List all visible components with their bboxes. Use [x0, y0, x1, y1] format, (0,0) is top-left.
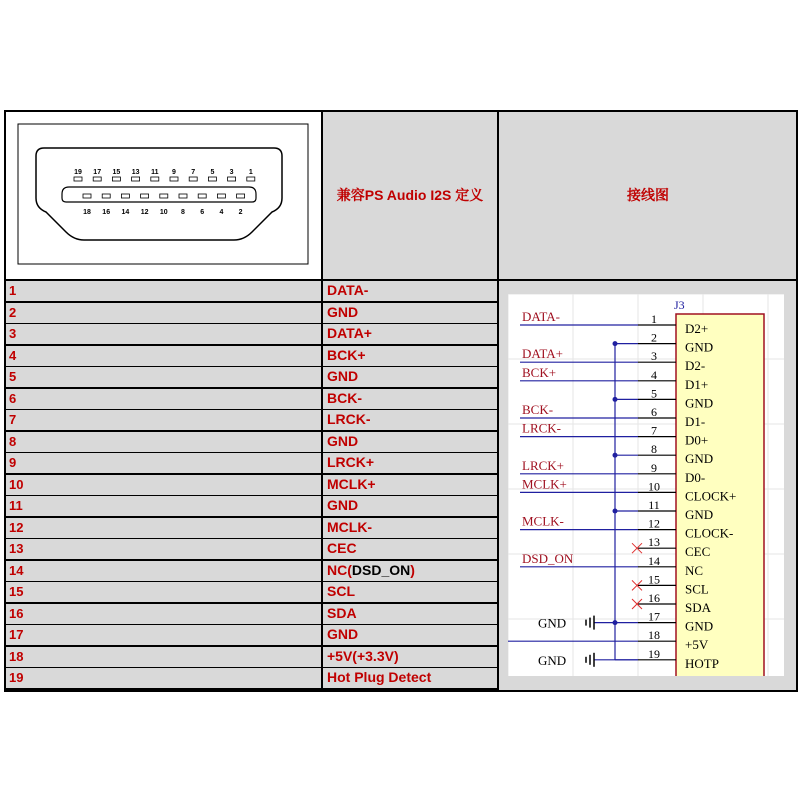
pin-number: 1: [9, 283, 17, 298]
schematic-pin-number: 14: [648, 553, 660, 568]
signal-cell: [323, 475, 497, 495]
connector-pin-label: 15: [112, 169, 121, 176]
pin-number: 7: [9, 412, 17, 427]
signal-name: BCK+: [327, 346, 366, 363]
row-divider: [4, 516, 498, 518]
connector-pin-label: 8: [181, 209, 185, 216]
column-divider-1: [321, 110, 323, 692]
row-divider: [4, 559, 498, 561]
connector-contact: [247, 177, 255, 181]
schematic-pin-number: 13: [648, 535, 660, 550]
definition-header-text: 兼容PS Audio I2S 定义: [336, 187, 484, 203]
net-label: MCLK+: [522, 476, 567, 492]
schematic-pin-name: CLOCK-: [685, 525, 734, 541]
connector-pin-label: 19: [74, 169, 82, 176]
schematic-pin-number: 10: [648, 479, 660, 494]
connector-contact: [237, 194, 245, 198]
gnd-net-label: GND: [538, 652, 567, 668]
schematic-pin-number: 16: [648, 591, 660, 605]
pin-number-cell: [6, 367, 321, 387]
pin-number: 19: [9, 670, 24, 685]
connector-contact: [189, 177, 197, 181]
schematic-pin-name: D2-: [685, 358, 706, 374]
junction-dot: [613, 397, 618, 402]
connector-contact: [170, 177, 178, 181]
schematic-pin-number: 7: [651, 423, 657, 438]
wiring-header-text: 接线图: [627, 187, 669, 203]
schematic-pin-name: +5V: [685, 637, 709, 653]
signal-cell: [323, 432, 497, 452]
signal-cell: [323, 539, 497, 559]
signal-cell: [323, 324, 497, 344]
schematic-pin-number: 4: [651, 367, 657, 382]
row-divider: [4, 688, 498, 690]
connector-pin-label: 9: [172, 169, 176, 176]
signal-cell: [323, 647, 497, 667]
signal-cell: [323, 496, 497, 516]
pin-number: 12: [9, 519, 24, 535]
row-divider: [4, 409, 498, 411]
net-label: BCK-: [522, 402, 554, 417]
schematic-pin-number: 17: [648, 609, 660, 624]
schematic-pin-number: 2: [651, 330, 657, 345]
signal-name: NC(DSD_ON): [327, 561, 415, 578]
signal-cell: [323, 518, 497, 538]
hdmi-connector-drawing: [4, 110, 322, 280]
net-label: DATA+: [522, 346, 563, 362]
connector-contact: [74, 177, 82, 181]
connector-pin-label: 4: [219, 209, 224, 216]
column-divider-2: [497, 110, 499, 692]
row-divider: [4, 581, 498, 583]
schematic-pin-number: 1: [651, 312, 657, 326]
pin-number-cell: [6, 453, 321, 473]
connector-pin-label: 17: [93, 169, 102, 176]
pin-number-cell: [6, 281, 321, 301]
row-divider: [4, 344, 498, 346]
signal-name: DATA+: [327, 325, 372, 341]
signal-name: GND: [327, 497, 359, 513]
connector-contact: [179, 194, 187, 198]
row-divider: [4, 538, 498, 540]
net-label: LRCK-: [522, 420, 561, 436]
schematic-pin-name: HOTP: [685, 655, 719, 671]
schematic-pin-name: D1+: [685, 376, 709, 392]
row-divider: [4, 366, 498, 368]
pin-number-cell: [6, 539, 321, 559]
connector-pin-label: 16: [102, 209, 111, 216]
pin-number-cell: [6, 625, 321, 645]
schematic-pin-number: 12: [648, 516, 660, 531]
connector-pin-label: 14: [121, 209, 130, 216]
junction-dot: [613, 509, 618, 514]
pin-number: 17: [9, 627, 24, 642]
connector-contact: [160, 194, 168, 198]
signal-name-black: DSD_ON: [351, 561, 411, 578]
pin-number: 16: [9, 605, 24, 621]
signal-cell: [323, 346, 497, 366]
schematic-pin-number: 15: [648, 572, 660, 587]
pin-number-cell: [6, 496, 321, 516]
schematic-pin-name: D1-: [685, 414, 706, 429]
pin-number: 18: [9, 648, 24, 664]
connector-pin-label: 5: [210, 169, 215, 176]
connector-contact: [208, 177, 216, 181]
signal-name: GND: [327, 368, 359, 384]
connector-pin-label: 1: [248, 169, 253, 176]
signal-cell: [323, 561, 497, 581]
connector-contact: [102, 194, 110, 198]
signal-cell: [323, 625, 497, 645]
table-border-bottom: [4, 690, 798, 692]
row-divider: [4, 473, 498, 475]
connector-contact: [217, 194, 225, 198]
pin-number-cell: [6, 668, 321, 688]
signal-name: BCK-: [327, 389, 362, 406]
schematic-pin-number: 18: [648, 628, 660, 643]
pin-number: 10: [9, 476, 24, 492]
definition-header: [322, 110, 498, 280]
pin-number-cell: [6, 582, 321, 602]
connector-diagram-cell: [4, 110, 322, 280]
table-border-right: [796, 110, 798, 692]
schematic-pin-number: 6: [651, 405, 657, 419]
connector-contact: [83, 194, 91, 198]
net-label: LRCK+: [522, 457, 565, 473]
connector-pin-label: 11: [151, 169, 159, 176]
connector-contact: [198, 194, 206, 198]
signal-cell: [323, 453, 497, 473]
signal-cell: [323, 582, 497, 602]
net-label: BCK+: [522, 364, 557, 380]
pin-number: 6: [9, 390, 17, 406]
connector-pin-label: 10: [159, 209, 168, 216]
schematic-pin-number: 5: [651, 386, 657, 401]
schematic-pin-name: D2+: [685, 321, 709, 336]
connector-pin-label: 2: [238, 209, 243, 216]
signal-cell: [323, 281, 497, 301]
pin-number-cell: [6, 410, 321, 430]
pin-number-cell: [6, 432, 321, 452]
wiring-header: [498, 110, 798, 280]
net-label: DSD_ON: [522, 550, 574, 566]
signal-cell: [323, 410, 497, 430]
connector-contact: [93, 177, 101, 181]
row-divider: [4, 387, 498, 389]
schematic-pin-name: GND: [685, 618, 714, 634]
pin-number: 5: [9, 369, 17, 384]
signal-cell: [323, 389, 497, 409]
schematic-pin-number: 9: [651, 460, 657, 475]
schematic-pin-name: GND: [685, 339, 714, 355]
signal-name: DATA-: [327, 282, 369, 298]
schematic-pin-name: GND: [685, 395, 714, 411]
schematic-pin-name: NC: [685, 562, 704, 578]
pin-number: 2: [9, 304, 17, 320]
table-border-left: [4, 110, 6, 692]
signal-name: GND: [327, 626, 359, 642]
junction-dot: [613, 341, 618, 346]
row-divider: [4, 301, 498, 303]
signal-name: MCLK-: [327, 518, 373, 535]
designator-label: J3: [674, 298, 685, 312]
schematic-pin-number: 8: [651, 442, 657, 457]
pin-number: 14: [9, 562, 24, 578]
signal-name: MCLK+: [327, 475, 376, 492]
table-border-top: [4, 110, 798, 112]
connector-pin-label: 12: [140, 209, 149, 216]
signal-name: +5V(+3.3V): [327, 647, 399, 664]
signal-name: GND: [327, 432, 359, 449]
pin-number: 8: [9, 433, 17, 449]
schematic-pin-name: D0+: [685, 432, 709, 448]
row-divider: [4, 645, 498, 647]
schematic-pin-name: CLOCK+: [685, 488, 737, 504]
net-label: MCLK-: [522, 513, 564, 529]
row-divider: [4, 452, 498, 454]
schematic-pin-number: 3: [651, 349, 657, 364]
signal-cell: [323, 367, 497, 387]
row-divider: [4, 323, 498, 325]
pin-number-cell: [6, 604, 321, 624]
signal-cell: [323, 668, 497, 688]
schematic-pin-name: D0-: [685, 469, 706, 485]
wiring-schematic: [508, 294, 784, 676]
signal-name: LRCK+: [327, 454, 375, 470]
signal-name: SDA: [327, 604, 357, 621]
connector-contact: [132, 177, 140, 181]
schematic-pin-name: SDA: [685, 600, 712, 615]
header-divider: [4, 279, 798, 281]
pin-number-cell: [6, 303, 321, 323]
row-divider: [4, 430, 498, 432]
signal-name: Hot Plug Detect: [327, 669, 432, 685]
connector-pin-label: 6: [200, 209, 205, 216]
net-label: DATA-: [522, 309, 560, 324]
pin-number-cell: [6, 346, 321, 366]
junction-dot: [613, 453, 618, 458]
pin-number: 3: [9, 326, 17, 341]
connector-contact: [121, 194, 129, 198]
connector-contact: [151, 177, 159, 181]
row-divider: [4, 667, 498, 669]
signal-name: GND: [327, 303, 359, 320]
connector-pin-label: 7: [191, 169, 196, 176]
pin-number: 4: [9, 347, 17, 363]
pin-number: 13: [9, 541, 24, 556]
connector-pin-label: 18: [83, 209, 91, 216]
row-divider: [4, 495, 498, 497]
pin-number: 15: [9, 584, 24, 599]
pin-number-cell: [6, 475, 321, 495]
pin-number-cell: [6, 647, 321, 667]
pin-number: 11: [9, 498, 23, 513]
schematic-pin-name: SCL: [685, 581, 709, 597]
connector-pin-label: 3: [229, 169, 234, 176]
connector-contact: [228, 177, 236, 181]
gnd-net-label: GND: [538, 615, 567, 631]
row-divider: [4, 602, 498, 604]
signal-name: LRCK-: [327, 411, 371, 427]
pin-number-cell: [6, 561, 321, 581]
schematic-pin-number: 19: [648, 646, 660, 661]
pin-number-cell: [6, 389, 321, 409]
connector-contact: [112, 177, 120, 181]
signal-cell: [323, 303, 497, 323]
signal-cell: [323, 604, 497, 624]
signal-name: CEC: [327, 540, 357, 556]
connector-pin-label: 13: [131, 169, 140, 176]
pin-number-cell: [6, 518, 321, 538]
signal-name: SCL: [327, 583, 355, 599]
connector-contact: [141, 194, 149, 198]
schematic-pin-name: GND: [685, 507, 714, 522]
pin-number-cell: [6, 324, 321, 344]
pin-number: 9: [9, 455, 17, 470]
schematic-pin-name: CEC: [685, 544, 711, 560]
schematic-pin-number: 11: [648, 498, 660, 512]
schematic-pin-name: GND: [685, 451, 714, 467]
row-divider: [4, 624, 498, 626]
